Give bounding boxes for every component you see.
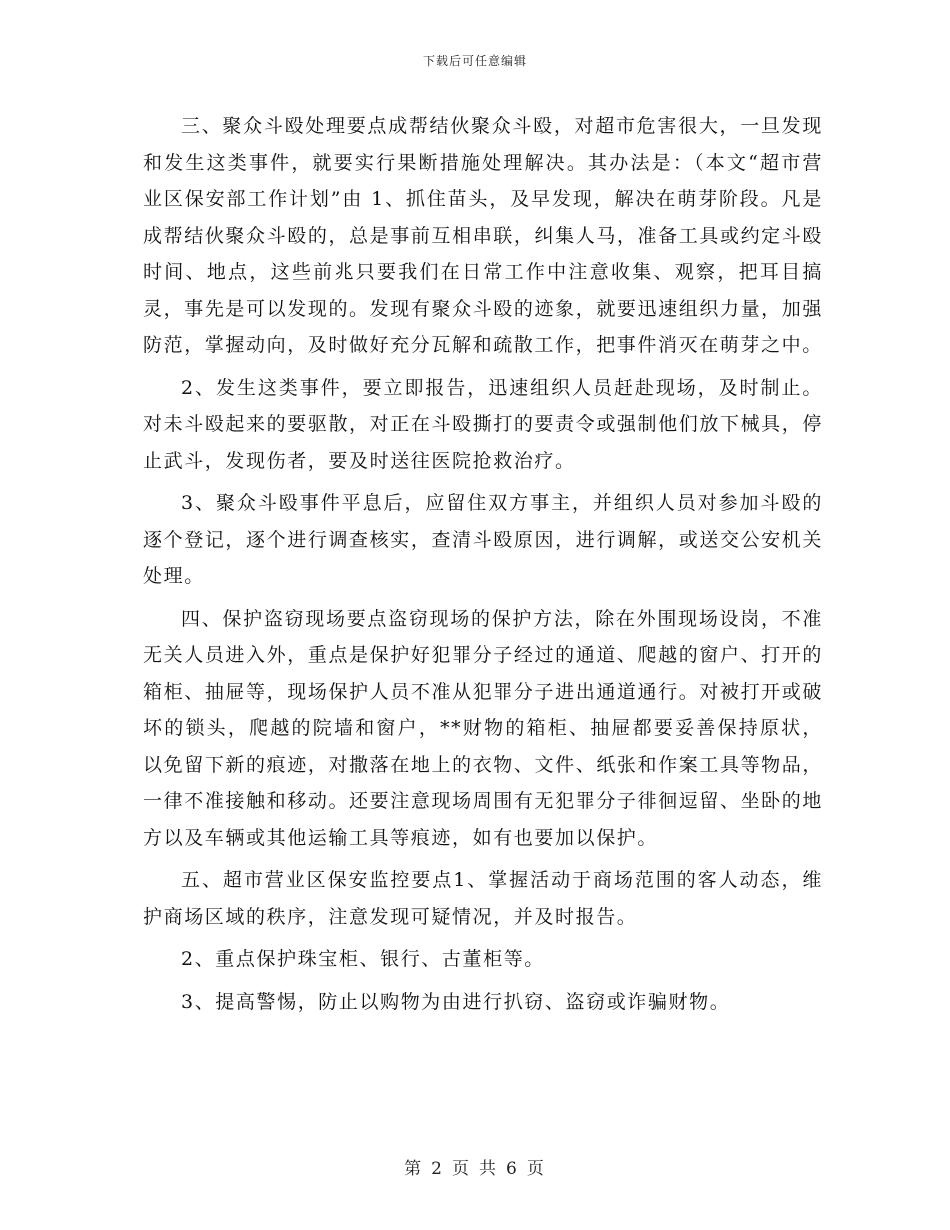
paragraph-theft-scene: 四、保护盗窃现场要点盗窃现场的保护方法，除在外围现场设岗，不准无关人员进入外，重点是保护好犯罪分子经过的通道、爬越的窗户、打开的箱柜、抽屉等，现场保护人员不准从犯罪分子进出通道通行。对被打开或破坏的锁头，爬越的院墙和窗户，**财物的箱柜、抽屉都要妥善保持原状，以免留下新的痕迹，对撒落在地上的衣物、文件、纸张和作案工具等物品，一律不准接触和移动。还要注意现场周围有无犯罪分子徘徊逗留、坐卧的地方以及车辆或其他运输工具等痕迹，如有也要加以保护。 <box>143 607 823 849</box>
current-page-number: 2 <box>431 1159 444 1179</box>
document-body <box>143 108 823 1026</box>
page-label-suffix: 页 <box>526 1159 546 1179</box>
total-pages-number: 6 <box>506 1159 519 1179</box>
paragraph-report-incident: 2、发生这类事件，要立即报告，迅速组织人员赶赴现场，及时制止。对未斗殴起来的要驱散，对正在斗殴撕打的要责令或强制他们放下械具，停止武斗，发现伤者，要及时送往医院抢救治疗。 <box>143 376 823 472</box>
paragraph-protect-counters: 2、重点保护珠宝柜、银行、古董柜等。 <box>181 948 545 970</box>
paragraph-crowd-fighting: 三、聚众斗殴处理要点成帮结伙聚众斗殴，对超市危害很大，一旦发现和发生这类事件，就要实行果断措施处理解决。其办法是：（本文“超市营业区保安部工作计划”由 1、抓住苗头，及早发现，解决在萌芽阶段。凡是成帮结伙聚众斗殴的，总是事前互相串联，纠集人马，准备工具或约定斗殴时间、地点，这些前兆只要我们在日常工作中注意收集、观察，把耳目搞灵，事先是可以发现的。发现有聚众斗殴的迹象，就要迅速组织力量，加强防范，掌握动向，及时做好充分瓦解和疏散工作，把事件消灭在萌芽之中。 <box>143 115 823 356</box>
paragraph-after-incident: 3、聚众斗殴事件平息后，应留住双方事主，并组织人员对参加斗殴的逐个登记，逐个进行调查核实，查清斗殴原因，进行调解，或送交公安机关处理。 <box>143 492 823 587</box>
page-header: 下载后可任意编辑 <box>422 54 527 68</box>
total-label-prefix: 共 <box>479 1159 498 1179</box>
paragraph-vigilance: 3、提高警惕，防止以购物为由进行扒窃、盗窃或诈骗财物。 <box>181 990 731 1013</box>
page-label-prefix: 第 <box>404 1159 424 1179</box>
paragraph-monitoring: 五、超市营业区保安监控要点1、掌握活动于商场范围的客人动态，维护商场区域的秩序，注意发现可疑情况，并及时报告。 <box>143 869 823 928</box>
page-footer <box>0 1154 950 1179</box>
page-label-mid: 页 <box>452 1159 471 1179</box>
